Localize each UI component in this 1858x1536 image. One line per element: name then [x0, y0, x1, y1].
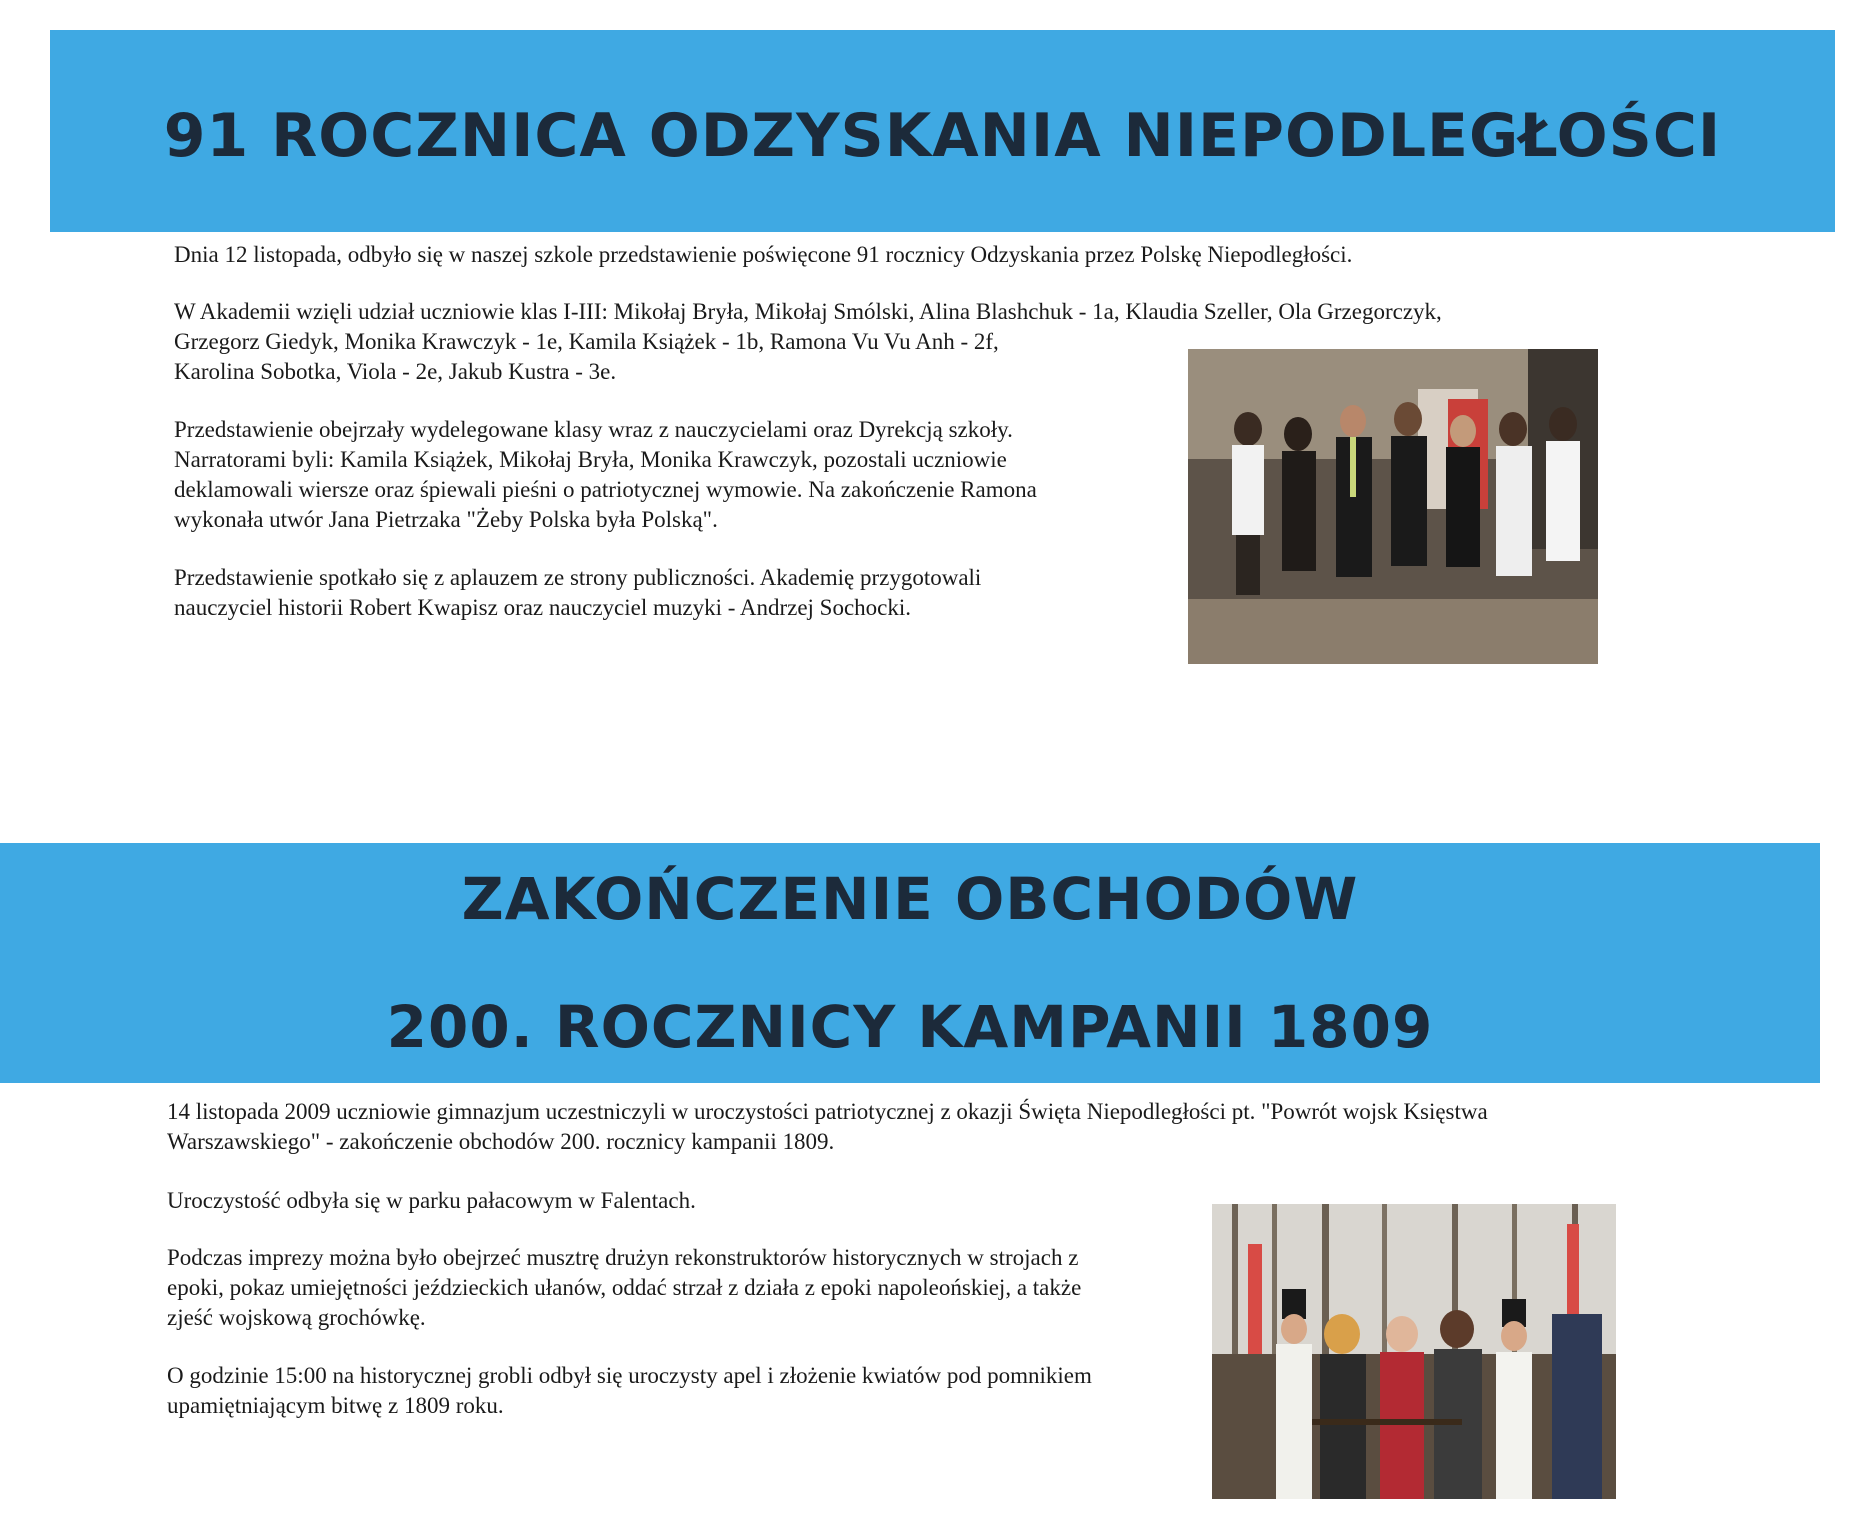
event-line: zjeść wojskową grochówkę. — [167, 1305, 426, 1330]
section2-title-line2: 200. ROCZNICY KAMPANII 1809 — [386, 993, 1434, 1061]
ceremony-line: upamiętniającym bitwę z 1809 roku. — [167, 1393, 504, 1418]
section1-closing-block — [174, 563, 1174, 623]
section1-title: 91 ROCZNICA ODZYSKANIA NIEPODLEGŁOŚCI — [163, 101, 1722, 171]
section1-intro: Dnia 12 listopada, odbyło się w naszej szkole przedstawienie poświęcone 91 rocznicy Odzyskania przez Polskę Niepodległości. — [174, 242, 1353, 267]
ceremony-line: O godzinie 15:00 na historycznej grobli odbył się uroczysty apel i złożenie kwiatów pod pomnikiem — [167, 1363, 1092, 1388]
section2-title-line1: ZAKOŃCZENIE OBCHODÓW — [461, 865, 1359, 933]
school-performance-photo — [1188, 349, 1598, 664]
closing-line: nauczyciel historii Robert Kwapisz oraz nauczyciel muzyki - Andrzej Sochocki. — [174, 595, 912, 620]
section1-program-block — [174, 415, 1174, 535]
participants-line: W Akademii wzięli udział uczniowie klas I-III: Mikołaj Bryła, Mikołaj Smólski, Alina Blashchuk - 1a, Klaudia Szeller, Ola Grzegorczyk, — [174, 299, 1442, 324]
participants-line: Grzegorz Giedyk, Monika Krawczyk - 1e, Kamila Książek - 1b, Ramona Vu Vu Anh - 2f, — [174, 329, 999, 354]
section2-event-block — [167, 1243, 1207, 1333]
program-line: wykonała utwór Jana Pietrzaka "Żeby Polska była Polską". — [174, 507, 718, 532]
section2-banner — [0, 843, 1820, 1083]
event-line: epoki, pokaz umiejętności jeździeckich ułanów, oddać strzał z działa z epoki napoleońskiej, a także — [167, 1275, 1082, 1300]
closing-line: Przedstawienie spotkało się z aplauzem ze strony publiczności. Akademię przygotowali — [174, 565, 982, 590]
participants-line: Karolina Sobotka, Viola - 2e, Jakub Kustra - 3e. — [174, 359, 617, 384]
section2-ceremony-block — [167, 1361, 1207, 1421]
section1-intro-block — [174, 240, 1774, 270]
event-line: Podczas imprezy można było obejrzeć musztrę drużyn rekonstruktorów historycznych w strojach z — [167, 1245, 1079, 1270]
intro-line: 14 listopada 2009 uczniowie gimnazjum uczestniczyli w uroczystości patriotycznej z okazji Święta Niepodległości pt. "Powrót wojsk Księstwa — [167, 1099, 1488, 1124]
section2-intro-block — [167, 1097, 1827, 1157]
reenactment-photo — [1212, 1204, 1616, 1499]
section2-place-block — [167, 1186, 1167, 1216]
program-line: deklamowali wiersze oraz śpiewali pieśni o patriotycznej wymowie. Na zakończenie Ramona — [174, 477, 1037, 502]
program-line: Narratorami byli: Kamila Książek, Mikołaj Bryła, Monika Krawczyk, pozostali uczniowie — [174, 447, 1007, 472]
intro-line: Warszawskiego" - zakończenie obchodów 200. rocznicy kampanii 1809. — [167, 1129, 835, 1154]
place-line: Uroczystość odbyła się w parku pałacowym w Falentach. — [167, 1188, 696, 1213]
section1-banner — [50, 30, 1835, 232]
program-line: Przedstawienie obejrzały wydelegowane klasy wraz z nauczycielami oraz Dyrekcją szkoły. — [174, 417, 1013, 442]
